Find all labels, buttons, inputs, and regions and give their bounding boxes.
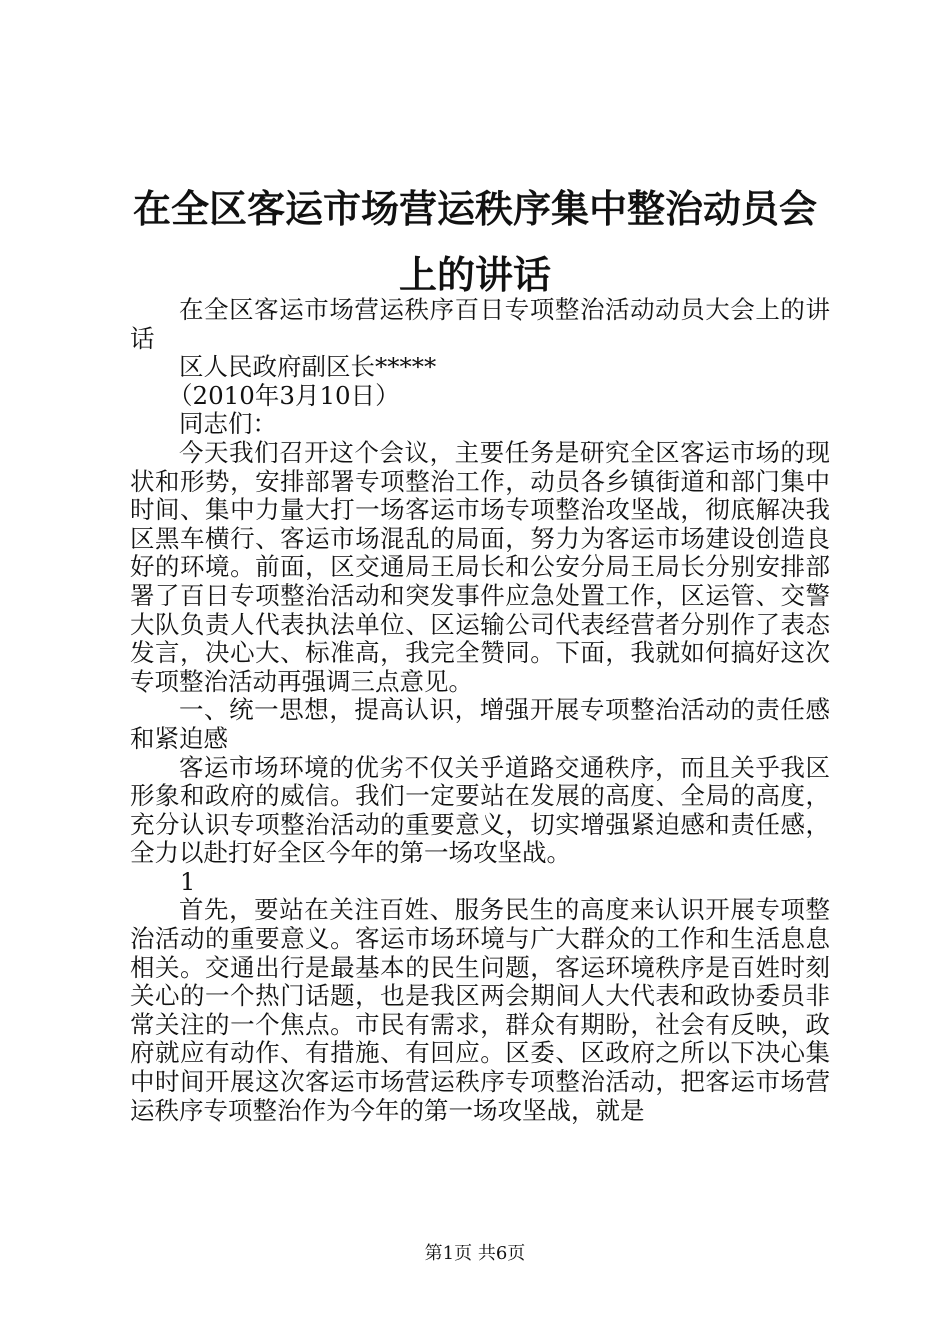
- body-paragraph: 首先，要站在关注百姓、服务民生的高度来认识开展专项整治活动的重要意义。客运市场环境与广大群众的工作和生活息息相关。交通出行是最基本的民生问题，客运环境秩序是百姓时刻关心的一个热门话题，也是我区两会期间人大代表和政协委员非常关注的一个焦点。市民有需求，群众有期盼，社会有反映，政府就应有动作、有措施、有回应。区委、区政府之所以下决心集中时间开展这次客运市场营运秩序专项整治活动，把客运市场营运秩序专项整治作为今年的第一场攻坚战，就是: [130, 895, 830, 1125]
- document-title: 在全区客运市场营运秩序集中整治动员会上的讲话: [132, 187, 817, 297]
- body-paragraph: （2010年3月10日）: [168, 380, 400, 410]
- page-footer: 第1页 共6页: [424, 1243, 526, 1264]
- body-paragraph: 今天我们召开这个会议，主要任务是研究全区客运市场的现状和形势，安排部署专项整治工作，动员各乡镇街道和部门集中时间、集中力量大打一场客运市场专项整治攻坚战，彻底解决我区黑车横行、客运市场混乱的局面，努力为客运市场建设创造良好的环境。前面，区交通局王局长和公安分局王局长分别安排部署了百日专项整治活动和突发事件应急处置工作，区运管、交警大队负责人代表执法单位、区运输公司代表经营者分别作了表态发言，决心大、标准高，我完全赞同。下面，我就如何搞好这次专项整治活动再强调三点意见。: [130, 437, 830, 696]
- document-body: [130, 296, 830, 1125]
- body-paragraph: 客运市场环境的优劣不仅关乎道路交通秩序，而且关乎我区形象和政府的威信。我们一定要站在发展的高度、全局的高度，充分认识专项整治活动的重要意义，切实增强紧迫感和责任感，全力以赴打好全区今年的第一场攻坚战。: [130, 752, 830, 868]
- section-marker: 1: [180, 867, 196, 896]
- body-paragraph: 一、统一思想，提高认识，增强开展专项整治活动的责任感和紧迫感: [130, 695, 830, 753]
- body-paragraph: 同志们：: [179, 409, 277, 439]
- body-paragraph: 区人民政府副区长*****: [179, 352, 437, 382]
- body-paragraph: 在全区客运市场营运秩序百日专项整治活动动员大会上的讲话: [130, 295, 830, 353]
